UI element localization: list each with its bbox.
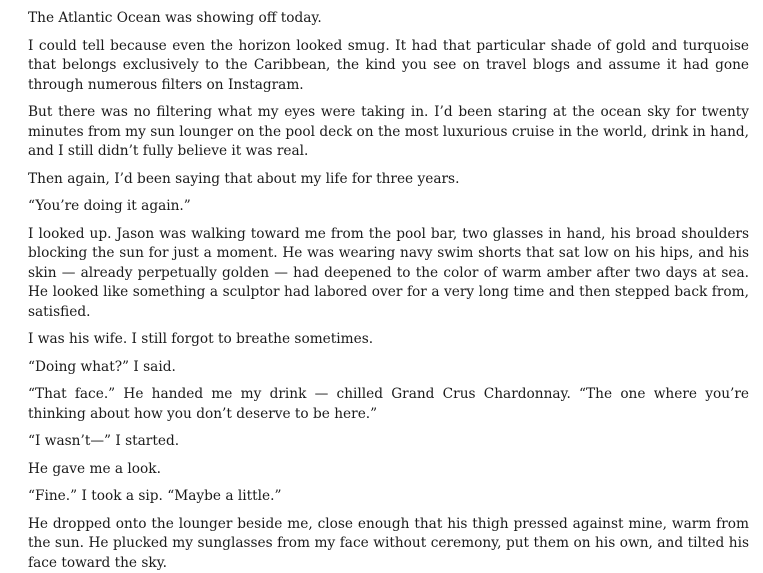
paragraph-6: I looked up. Jason was walking toward me from the pool bar, two glasses in hand, his broad shoulders blocking the sun for just a moment. He was wearing navy swim shorts that sat low on his hips, and his skin — already perpetually golden — had deepened to the color of warm amber after two days at sea. He looked like something a sculptor had labored over for a very long time and then stepped back from, satisfied. xyxy=(28,225,749,323)
paragraph-11: He gave me a look. xyxy=(28,460,749,480)
paragraph-2: I could tell because even the horizon looked smug. It had that particular shade of gold and turquoise that belongs exclusively to the Caribbean, the kind you see on travel blogs and assume it had gone through numerous filters on Instagram. xyxy=(28,37,749,96)
paragraph-9: “That face.” He handed me my drink — chilled Grand Crus Chardonnay. “The one where you’re thinking about how you don’t deserve to be here.” xyxy=(28,385,749,424)
paragraph-3: But there was no filtering what my eyes were taking in. I’d been staring at the ocean sky for twenty minutes from my sun lounger on the pool deck on the most luxurious cruise in the world, drink in hand, and I still didn’t fully believe it was real. xyxy=(28,103,749,162)
paragraph-5: “You’re doing it again.” xyxy=(28,197,749,217)
paragraph-1: The Atlantic Ocean was showing off today. xyxy=(28,9,749,29)
paragraph-10: “I wasn’t—” I started. xyxy=(28,432,749,452)
paragraph-13: He dropped onto the lounger beside me, close enough that his thigh pressed against mine, warm from the sun. He plucked my sunglasses from my face without ceremony, put them on his own, and tilted his face toward the sky. xyxy=(28,515,749,573)
paragraph-4: Then again, I’d been saying that about my life for three years. xyxy=(28,170,749,190)
paragraph-8: “Doing what?” I said. xyxy=(28,358,749,378)
paragraph-12: “Fine.” I took a sip. “Maybe a little.” xyxy=(28,487,749,507)
paragraph-7: I was his wife. I still forgot to breathe sometimes. xyxy=(28,330,749,350)
